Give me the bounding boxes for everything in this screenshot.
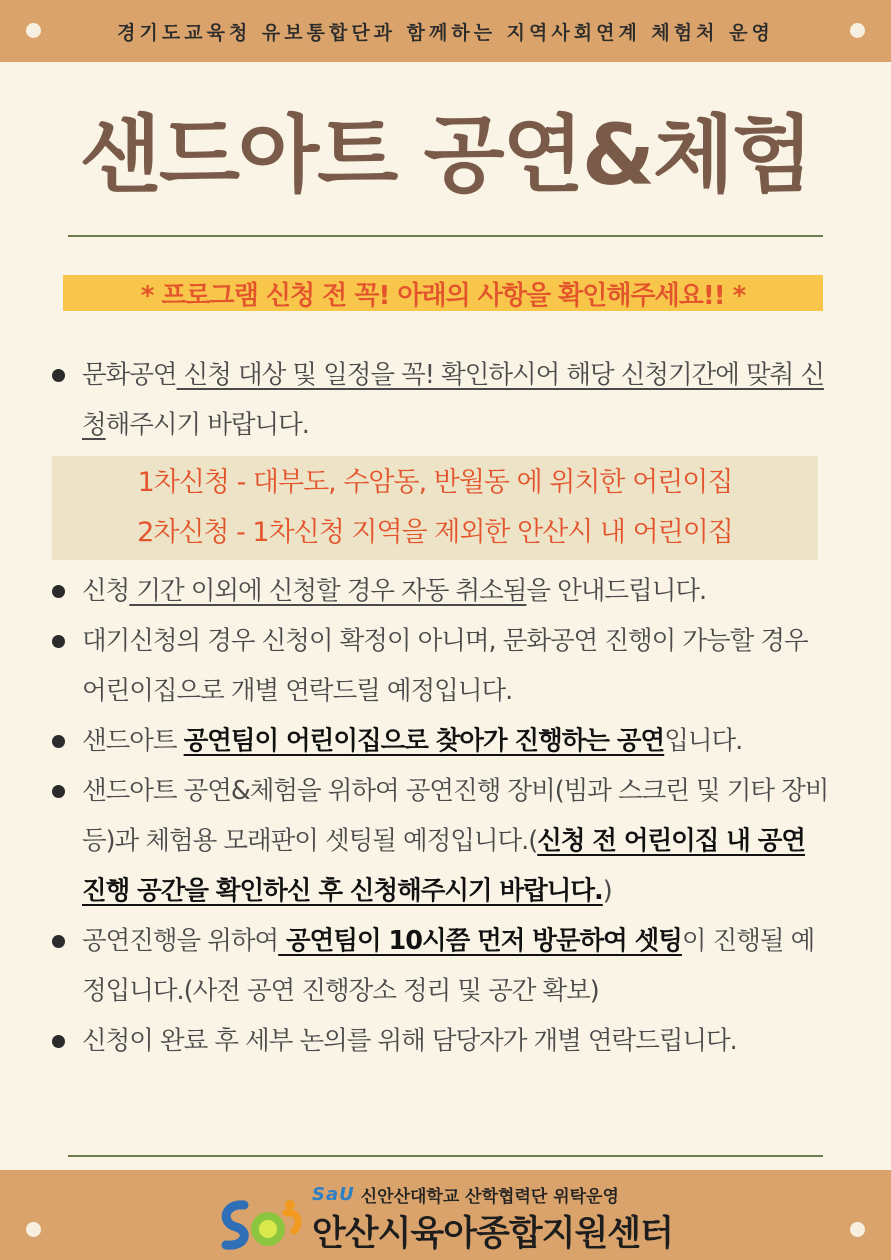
item-text: 이 진행될 예정입니다.(사전 공연 진행장소 정리 및 공간 확보) (82, 926, 815, 1006)
schedule-box (52, 456, 818, 560)
item-underlined-text: 기간 이외에 신청할 경우 자동 취소됨 (129, 576, 527, 606)
list-item (50, 616, 830, 716)
list-item (50, 916, 830, 1016)
center-name: 안산시육아종합지원센터 (312, 1214, 673, 1254)
item-emphasis-text: 공연팀이 10시쯤 먼저 방문하여 셋팅 (278, 926, 682, 956)
item-text: 을 안내드립니다. (526, 576, 707, 606)
schedule-round-1: 1차신청 - 대부도, 수암동, 반월동 에 위치한 어린이집 (137, 467, 733, 498)
item-text: 문화공연 (82, 360, 177, 390)
item-text: ) (602, 876, 612, 906)
item-text: 샌드아트 (82, 726, 184, 756)
item-text: 입니다. (664, 726, 743, 756)
list-item (50, 716, 830, 766)
header-banner-text: 경기도교육청 유보통합단과 함께하는 지역사회연계 체험처 운영 (117, 21, 774, 44)
operator-line (312, 1182, 619, 1206)
list-item (50, 350, 830, 450)
item-underlined-text: 신청 대상 및 일정을 꼭! 확인하시어 해당 신청기간에 맞춰 신청 (82, 360, 825, 440)
item-emphasis-text: 신청 전 어린이집 내 공연 진행 공간을 확인하신 후 신청해주시기 바랍니다. (82, 826, 806, 906)
notice-banner: * 프로그램 신청 전 꼭! 아래의 사항을 확인해주세요!! * (63, 275, 823, 311)
divider-top (68, 235, 823, 237)
info-list (50, 350, 830, 1066)
list-item (50, 566, 830, 616)
item-emphasis-text: 공연팀이 어린이집으로 찾아가 진행하는 공연 (183, 726, 665, 756)
bullet-icon (52, 785, 65, 798)
item-text: 샌드아트 공연&체험을 위하여 공연진행 장비(빔과 스크린 및 기타 장비 등)과 체험용 모래판이 셋팅될 예정입니다.( (82, 776, 829, 856)
divider-bottom (68, 1155, 823, 1157)
bullet-icon (52, 735, 65, 748)
header-banner (0, 0, 891, 62)
sau-logo: SaU (312, 1183, 355, 1205)
decorative-dot-top-right (850, 23, 865, 38)
operator-text: 신안산대학교 산학협력단 위탁운영 (360, 1186, 619, 1207)
item-text: 대기신청의 경우 신청이 확정이 아니며, 문화공연 진행이 가능할 경우 어린이집으로 개별 연락드릴 예정입니다. (82, 626, 808, 706)
item-text: 신청이 완료 후 세부 논의를 위해 담당자가 개별 연락드립니다. (82, 1026, 737, 1056)
bullet-icon (52, 1035, 65, 1048)
list-item (50, 766, 830, 916)
decorative-dot-bottom-left (26, 1222, 41, 1237)
center-logo-icon (216, 1193, 306, 1255)
bullet-icon (52, 935, 65, 948)
bullet-icon (52, 635, 65, 648)
item-text: 신청 (82, 576, 130, 606)
page-title: 샌드아트 공연&체험 (79, 106, 812, 204)
bullet-icon (52, 369, 65, 382)
decorative-dot-bottom-right (850, 1222, 865, 1237)
schedule-round-2: 2차신청 - 1차신청 지역을 제외한 안산시 내 어린이집 (137, 517, 733, 548)
bullet-icon (52, 585, 65, 598)
item-text: 해주시기 바랍니다. (105, 410, 309, 440)
list-item (50, 1016, 830, 1066)
decorative-dot-top-left (26, 23, 41, 38)
item-text: 공연진행을 위하여 (82, 926, 279, 956)
